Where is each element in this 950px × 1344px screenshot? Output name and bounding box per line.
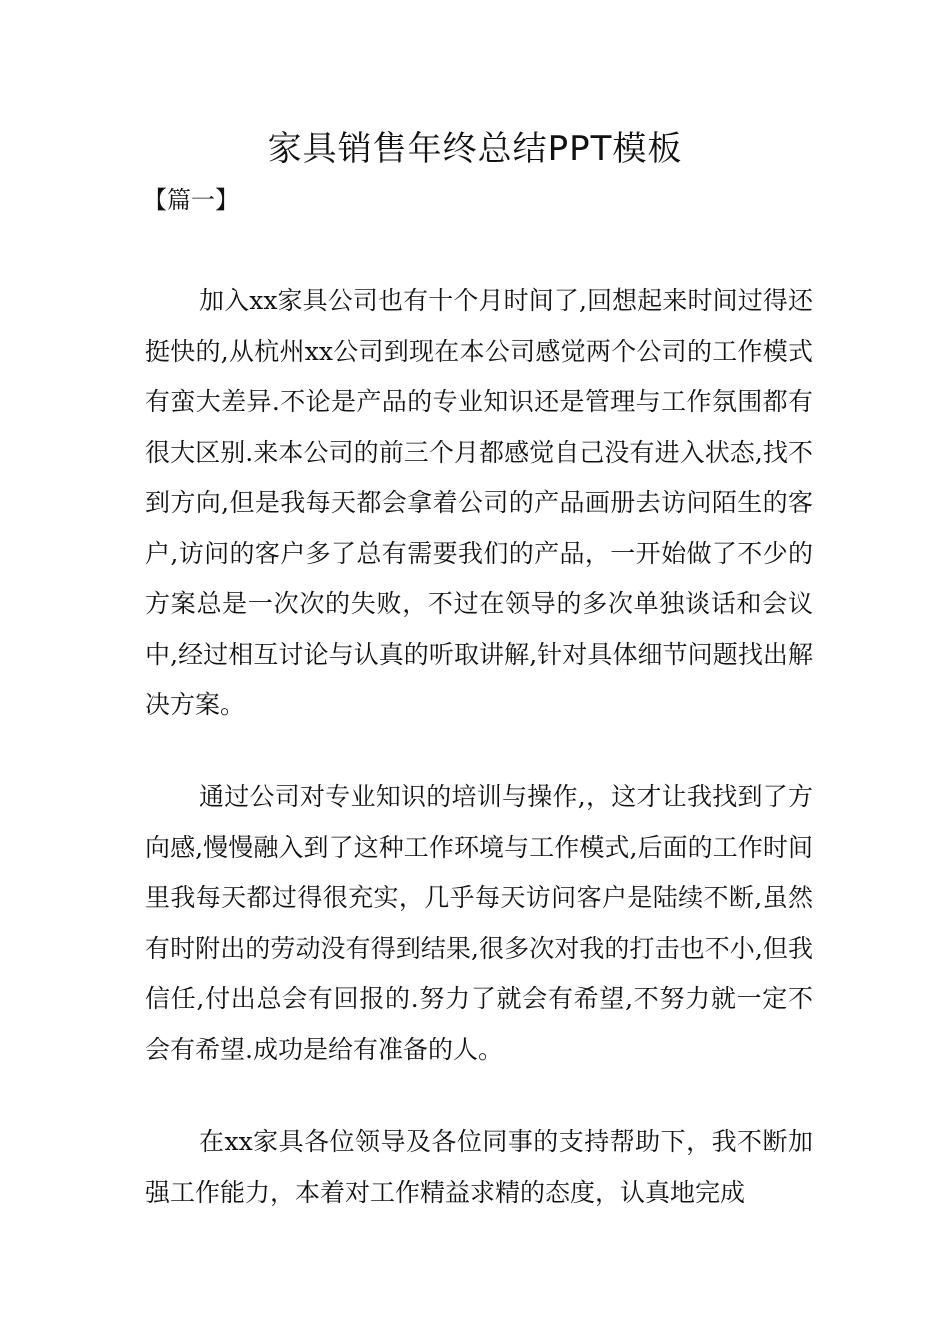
- section-label: 【篇一】: [143, 186, 239, 214]
- paragraph-2: 通过公司对专业知识的培训与操作,，这才让我找到了方向感,慢慢融入到了这种工作环境与工作模式,后面的工作时间里我每天都过得很充实，几乎每天访问客户是陆续不断,虽然有时附出的劳动没有得到结果,很多次对我的打击也不小,但我信任,付出总会有回报的.努力了就会有希望,不努力就一定不会有希望.成功是给有准备的人。: [145, 782, 813, 1064]
- paragraph-1: 加入xx家具公司也有十个月时间了,回想起来时间过得还挺快的,从杭州xx公司到现在本公司感觉两个公司的工作模式有蛮大差异.不论是产品的专业知识还是管理与工作氛围都有很大区别.来本公司的前三个月都感觉自己没有进入状态,找不到方向,但是我每天都会拿着公司的产品画册去访问陌生的客户,访问的客户多了总有需要我们的产品，一开始做了不少的方案总是一次次的失败，不过在领导的多次单独谈话和会议中,经过相互讨论与认真的听取讲解,针对具体细节问题找出解决方案。: [145, 286, 813, 719]
- document-title: 家具销售年终总结PPT模板: [267, 129, 683, 169]
- paragraph-3: 在xx家具各位领导及各位同事的支持帮助下，我不断加强工作能力，本着对工作精益求精的态度，认真地完成: [145, 1127, 813, 1207]
